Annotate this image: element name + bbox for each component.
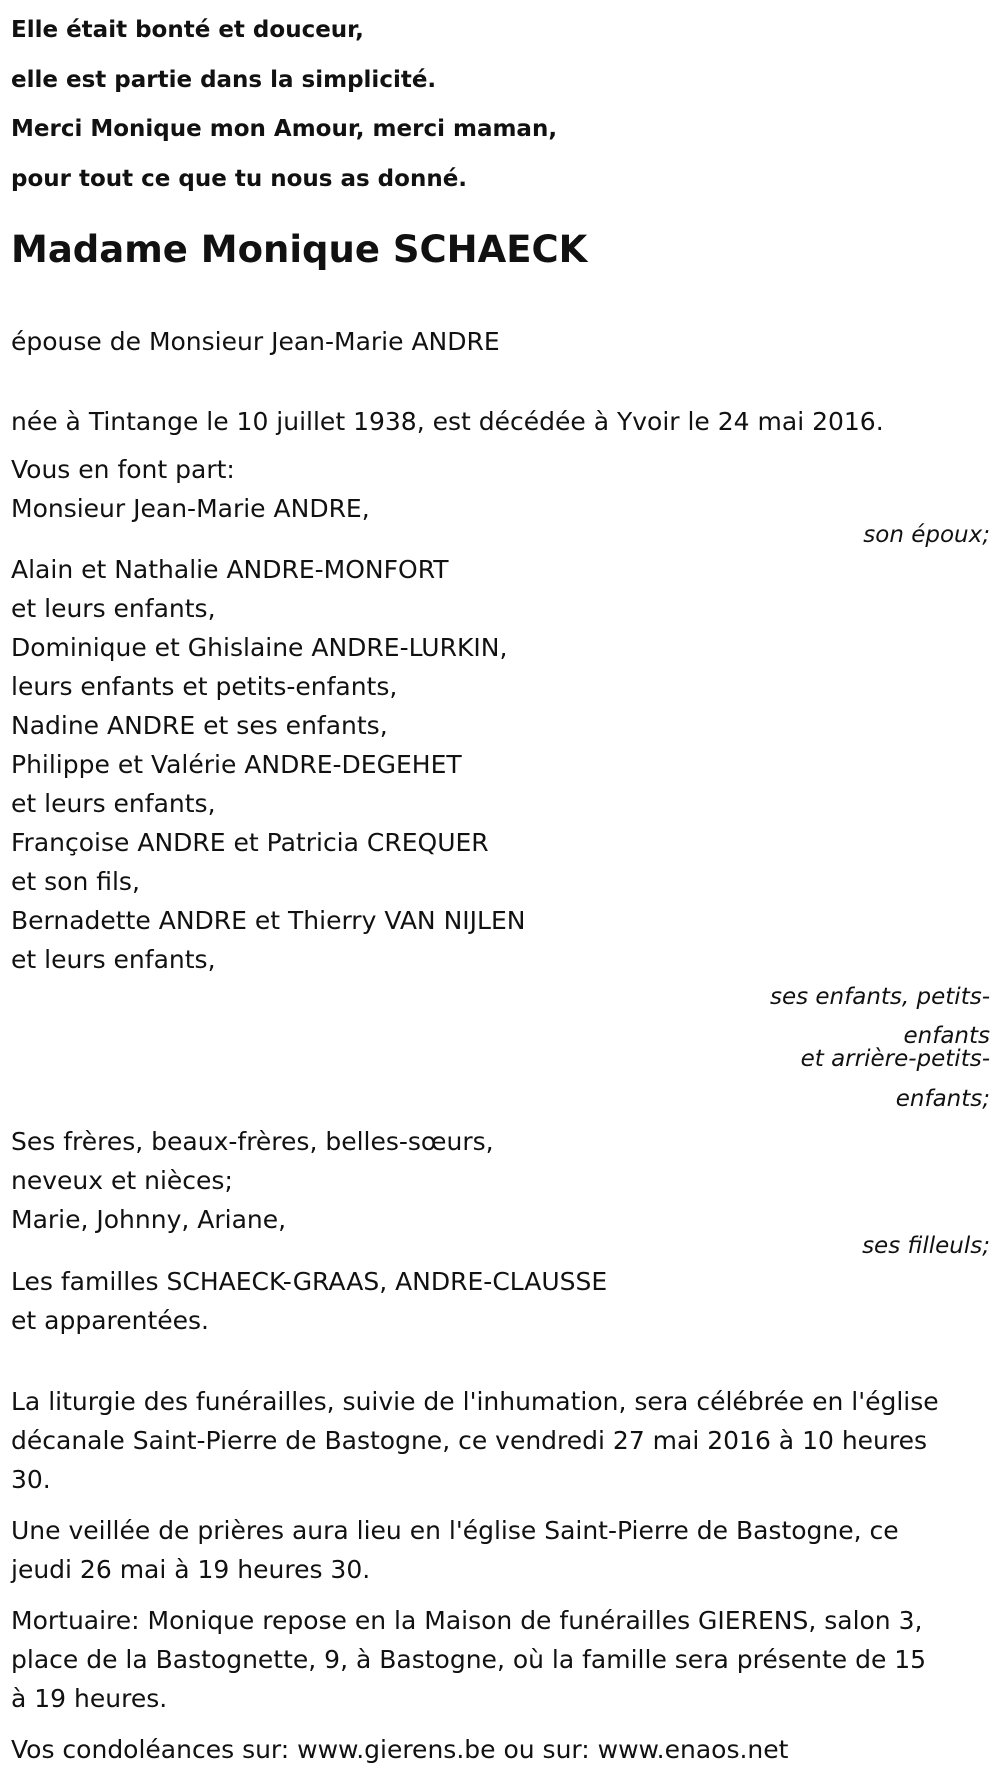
role-children-line: enfants; — [895, 1086, 990, 1112]
mortuary-line: place de la Bastognette, 9, à Bastogne, où la famille sera présente de 15 — [11, 1645, 927, 1674]
child-entry: leurs enfants et petits-enfants, — [11, 672, 398, 701]
mortuary-line: Mortuaire: Monique repose en la Maison de funérailles GIERENS, salon 3, — [11, 1606, 923, 1635]
spouse-line: épouse de Monsieur Jean-Marie ANDRE — [11, 327, 500, 356]
funeral-line: décanale Saint-Pierre de Bastogne, ce vendredi 27 mai 2016 à 10 heures — [11, 1426, 928, 1455]
child-entry: Dominique et Ghislaine ANDRE-LURKIN, — [11, 633, 508, 662]
mortuary-line: à 19 heures. — [11, 1684, 168, 1713]
poem-block — [11, 0, 991, 204]
poem-line: Merci Monique mon Amour, merci maman, — [11, 116, 558, 142]
birth-death-line: née à Tintange le 10 juillet 1938, est décédée à Yvoir le 24 mai 2016. — [11, 407, 884, 436]
child-entry: Nadine ANDRE et ses enfants, — [11, 711, 388, 740]
condolences-line: Vos condoléances sur: www.gierens.be ou sur: www.enaos.net — [11, 1735, 789, 1764]
vigil-line: Une veillée de prières aura lieu en l'église Saint-Pierre de Bastogne, ce — [11, 1516, 899, 1545]
child-entry: Bernadette ANDRE et Thierry VAN NIJLEN — [11, 906, 526, 935]
deceased-name: Madame Monique SCHAECK — [11, 228, 588, 271]
child-entry: et leurs enfants, — [11, 789, 216, 818]
poem — [11, 0, 991, 204]
poem-line: pour tout ce que tu nous as donné. — [11, 165, 468, 192]
child-entry: et leurs enfants, — [11, 594, 216, 623]
families-line: Les familles SCHAECK-GRAAS, ANDRE-CLAUSSE — [11, 1267, 608, 1296]
siblings-line: Ses frères, beaux-frères, belles-sœurs, — [11, 1127, 494, 1156]
role-children-line: enfants — [903, 1023, 990, 1049]
child-entry: Alain et Nathalie ANDRE-MONFORT — [11, 555, 449, 584]
role-children-line: ses enfants, petits- — [769, 984, 990, 1010]
child-entry: Françoise ANDRE et Patricia CREQUER — [11, 828, 489, 857]
child-entry: Philippe et Valérie ANDRE-DEGEHET — [11, 750, 462, 779]
siblings-line: neveux et nièces; — [11, 1166, 233, 1195]
child-entry: et son fils, — [11, 867, 140, 896]
poem-line: Elle était bonté et douceur, — [11, 17, 364, 43]
spouse-entry: Monsieur Jean-Marie ANDRE, — [11, 494, 370, 523]
funeral-line: La liturgie des funérailles, suivie de l'inhumation, sera célébrée en l'église — [11, 1387, 939, 1416]
announcement-intro: Vous en font part: — [11, 455, 235, 484]
families-line: et apparentées. — [11, 1306, 209, 1335]
role-godchildren: ses filleuls; — [862, 1233, 990, 1259]
role-children-line: et arrière-petits- — [800, 1046, 990, 1072]
funeral-line: 30. — [11, 1465, 51, 1494]
godchildren-entry: Marie, Johnny, Ariane, — [11, 1205, 287, 1234]
child-entry: et leurs enfants, — [11, 945, 216, 974]
poem-line: elle est partie dans la simplicité. — [11, 66, 437, 93]
role-spouse: son époux; — [863, 522, 990, 548]
vigil-line: jeudi 26 mai à 19 heures 30. — [11, 1555, 371, 1584]
